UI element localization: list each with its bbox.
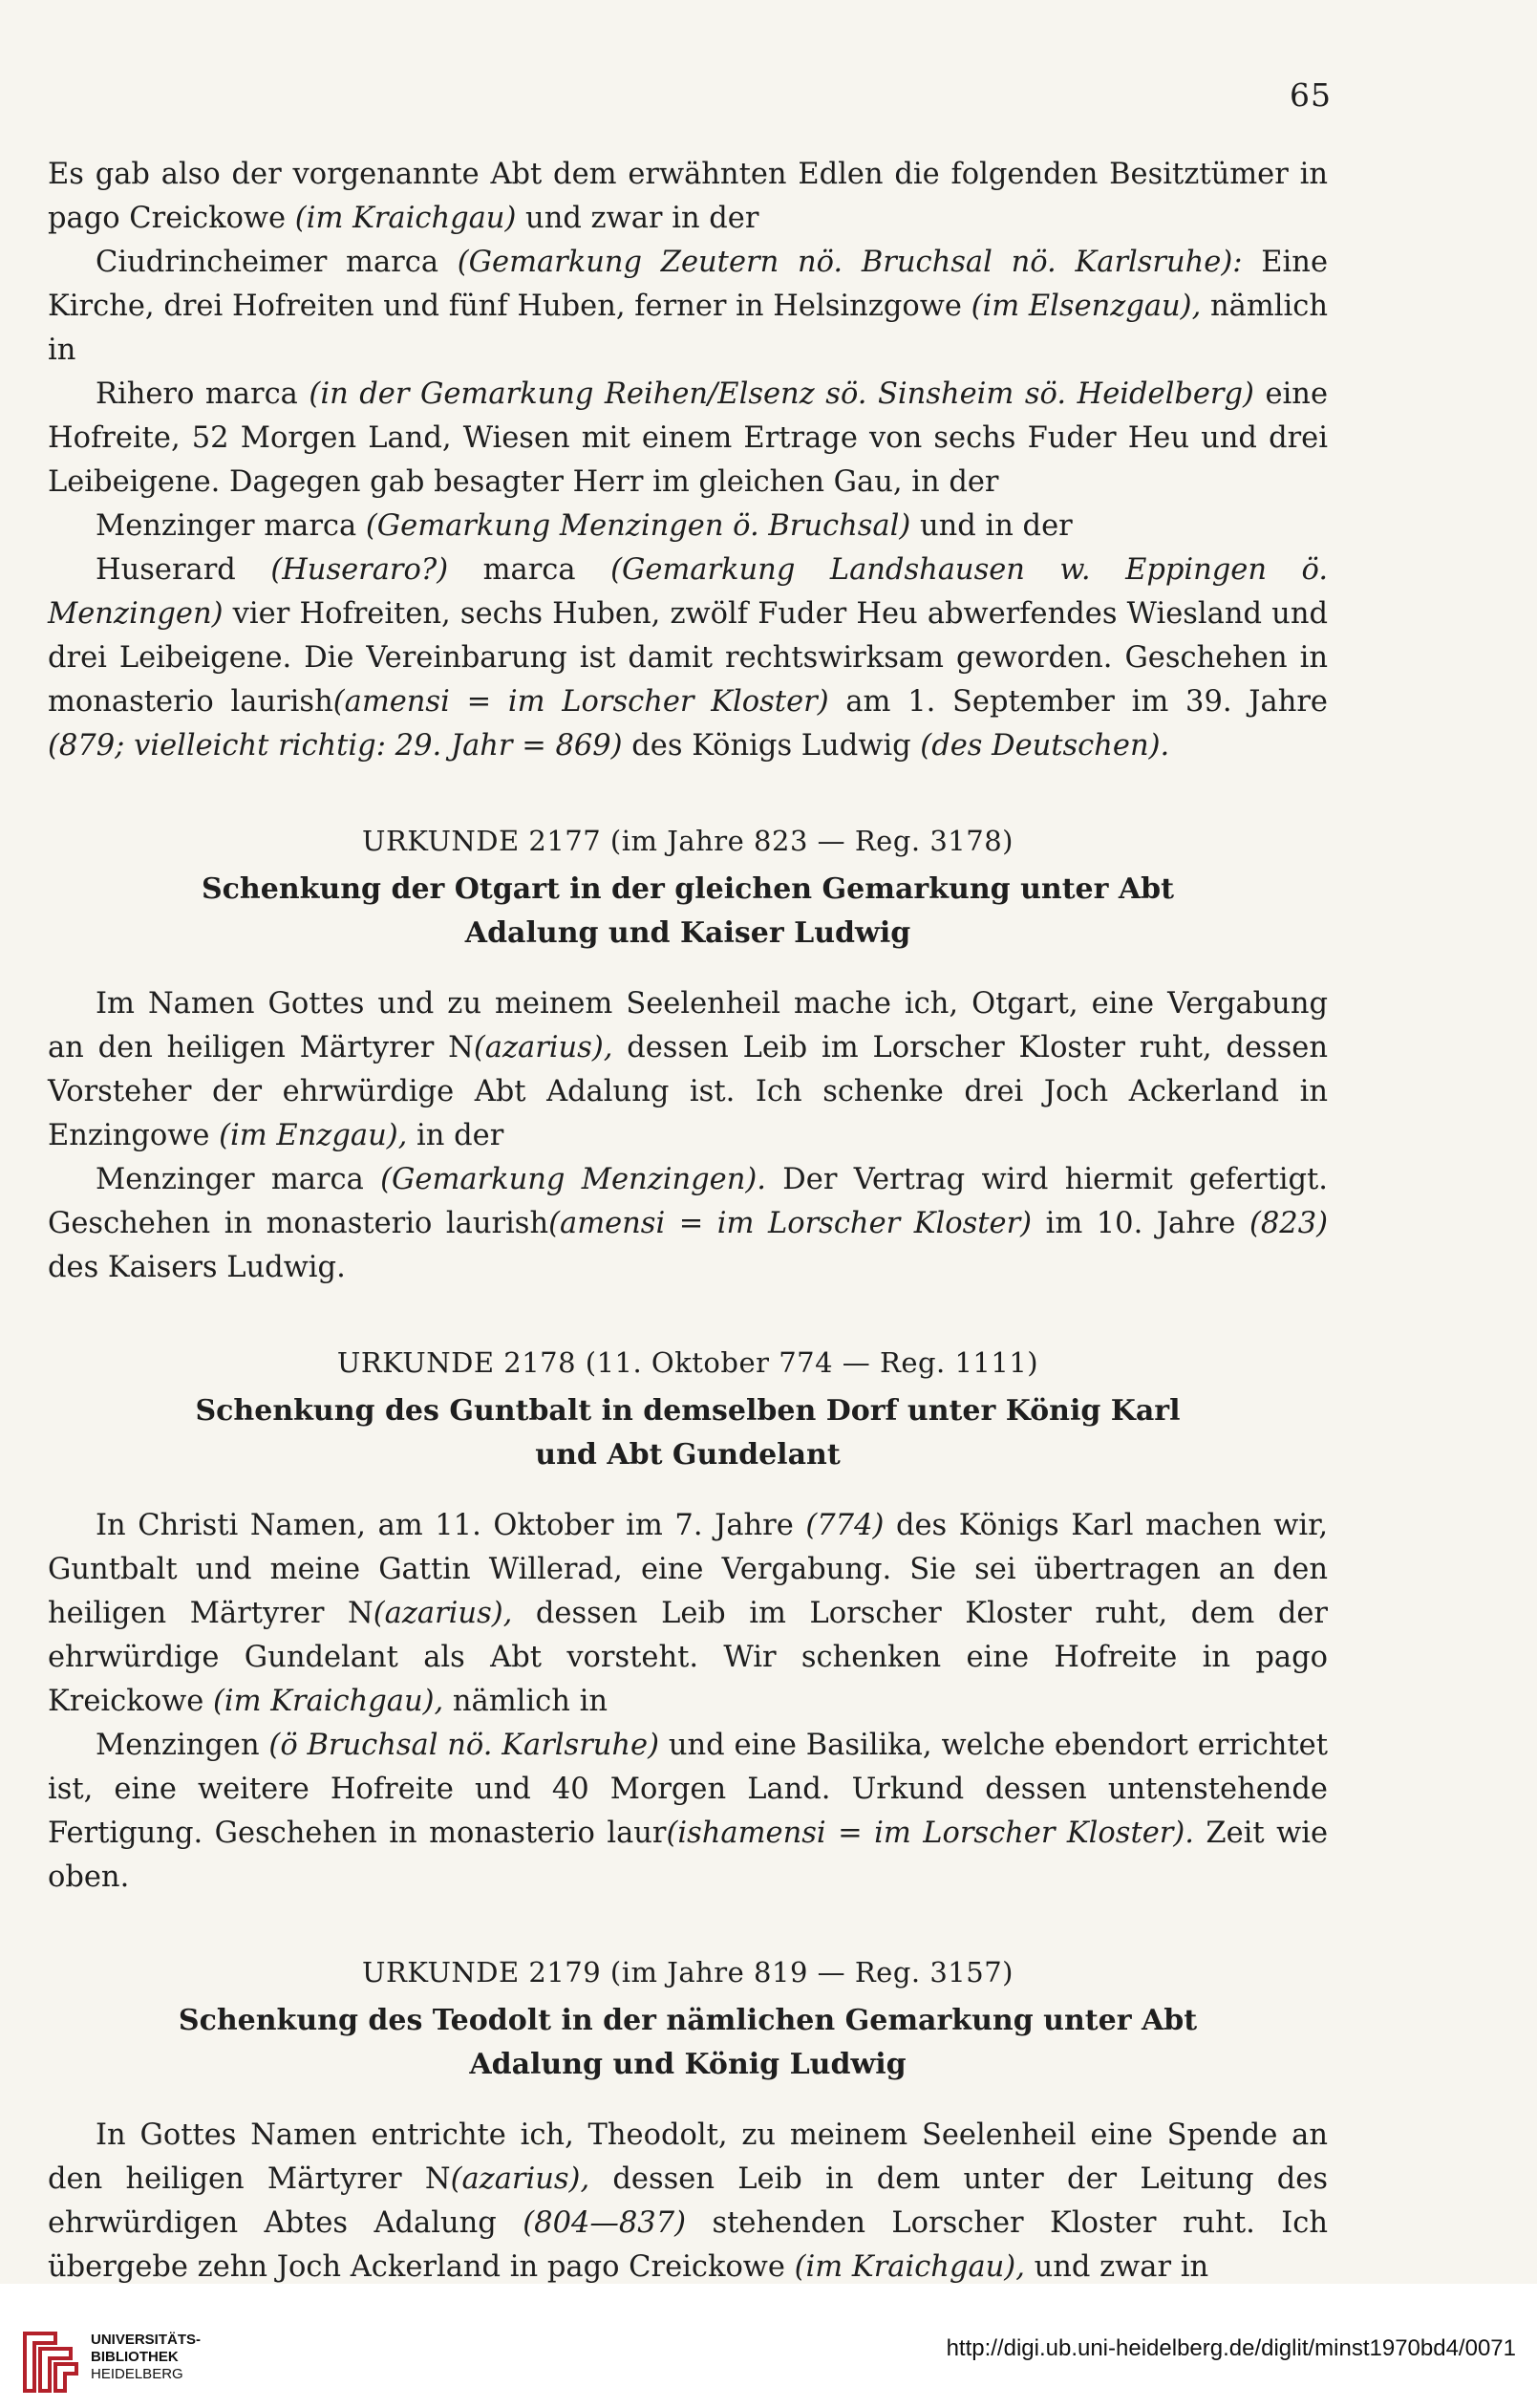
section-heading: URKUNDE 2178 (11. Oktober 774 — Reg. 1111) [336, 1346, 1039, 1379]
text-segment: und eine Basilika, welche ebendort errichtet ist, eine weitere Hofreite und 40 Morgen Land. Urkund dessen untenstehende Fertigung. Geschehen in monasterio laur [48, 1729, 1328, 1850]
paragraph [48, 241, 1328, 373]
document-body [48, 153, 1328, 2290]
section-title: Schenkung des Guntbalt in demselben Dorf unter König Karl und Abt Gundelant [195, 1394, 1181, 1472]
text-segment: im 10. Jahre [1032, 1207, 1249, 1240]
page-number: 65 [1290, 76, 1332, 114]
italic-text-segment: (amensi = im Lorscher Kloster) [332, 685, 829, 719]
italic-text-segment: (im Kraichgau), [212, 1685, 444, 1718]
paragraph [48, 1724, 1328, 1900]
charter-section [48, 1342, 1328, 1900]
italic-text-segment: (im Kraichgau) [294, 202, 517, 235]
italic-text-segment: (ishamensi = im Lorscher Kloster). [666, 1817, 1194, 1850]
text-segment: vier Hofreiten, sechs Huben, zwölf Fuder Heu abwerfendes Wiesland und drei Leibeigene. Die Vereinbarung ist damit rechtswirksam geworden. Geschehen in monasterio laurish [48, 597, 1328, 719]
text-segment: in der [407, 1119, 504, 1152]
italic-text-segment: (amensi = im Lorscher Kloster) [548, 1207, 1033, 1240]
text-segment: Eine Kirche, drei Hofreiten und fünf Huben, ferner in Helsinzgowe [48, 246, 1328, 323]
paragraph [48, 2114, 1328, 2290]
text-segment: marca [448, 553, 611, 587]
library-name-line-1: UNIVERSITÄTS- [91, 2332, 202, 2348]
italic-text-segment: (azarius), [373, 1597, 513, 1630]
source-url-link[interactable]: http://digi.ub.uni-heidelberg.de/diglit/minst1970bd4/0071 [946, 2335, 1516, 2361]
italic-text-segment: (879; vielleicht richtig: 29. Jahr = 869) [48, 729, 623, 763]
text-segment: Menzinger marca [96, 509, 366, 543]
italic-text-segment: (Gemarkung Menzingen). [380, 1163, 766, 1196]
text-segment: dessen Leib im Lorscher Kloster ruht, dem der ehrwürdige Gundelant als Abt vorsteht. Wir schenken eine Hofreite in pago Kreickowe [48, 1597, 1328, 1718]
text-segment: nämlich in [48, 290, 1328, 367]
section-title: Schenkung des Teodolt in der nämlichen Gemarkung unter Abt Adalung und König Ludwig [178, 2004, 1198, 2081]
section-heading: URKUNDE 2177 (im Jahre 823 — Reg. 3178) [362, 825, 1014, 857]
italic-text-segment: (des Deutschen). [920, 729, 1170, 763]
text-segment: Rihero marca [96, 377, 310, 411]
text-segment: dessen Leib im Lorscher Kloster ruht, dessen Vorsteher der ehrwürdige Abt Adalung ist. Ich schenke drei Joch Ackerland in Enzingowe [48, 1031, 1328, 1152]
text-segment: dessen Leib in dem unter der Leitung des ehrwürdigen Abtes Adalung [48, 2162, 1328, 2240]
text-segment: stehenden Lorscher Kloster ruht. Ich übergebe zehn Joch Ackerland in pago Creickowe [48, 2206, 1328, 2284]
text-segment: des Königs Karl machen wir, Guntbalt und meine Gattin Willerad, eine Vergabung. Sie sei übertragen an den heiligen Märtyrer N [48, 1509, 1329, 1630]
italic-text-segment: (Gemarkung Zeutern nö. Bruchsal nö. Karlsruhe): [457, 246, 1243, 279]
text-segment: und zwar in der [516, 202, 759, 235]
intro-paragraphs [48, 153, 1328, 768]
section-title: Schenkung der Otgart in der gleichen Gemarkung unter Abt Adalung und Kaiser Ludwig [202, 872, 1174, 950]
text-segment: und zwar in [1024, 2250, 1209, 2284]
footer-bar [0, 2284, 1537, 2408]
library-logo-icon [17, 2324, 84, 2400]
charter-section [48, 820, 1328, 1290]
text-segment: Menzingen [96, 1729, 269, 1762]
text-segment: des Königs Ludwig [622, 729, 921, 763]
italic-text-segment: (im Kraichgau), [794, 2250, 1025, 2284]
italic-text-segment: (in der Gemarkung Reihen/Elsenz sö. Sinsheim sö. Heidelberg) [309, 377, 1254, 411]
text-segment: des Kaisers Ludwig. [48, 1251, 346, 1284]
italic-text-segment: (im Enzgau), [219, 1119, 408, 1152]
section-heading: URKUNDE 2179 (im Jahre 819 — Reg. 3157) [362, 1956, 1014, 1989]
italic-text-segment: (Gemarkung Menzingen ö. Bruchsal) [365, 509, 911, 543]
text-segment: Zeit wie oben. [48, 1817, 1328, 1894]
text-segment: In Gottes Namen entrichte ich, Theodolt, zu meinem Seelenheil eine Spende an den heiligen Märtyrer N [48, 2118, 1328, 2196]
text-segment: Huserard [96, 553, 271, 587]
library-name-line-2: BIBLIOTHEK [91, 2349, 179, 2365]
italic-text-segment: (774) [805, 1509, 885, 1542]
paragraph [48, 1504, 1328, 1724]
italic-text-segment: (azarius), [473, 1031, 613, 1064]
paragraph [48, 982, 1328, 1158]
library-name-line-3: HEIDELBERG [91, 2366, 183, 2382]
charter-section [48, 1951, 1328, 2290]
charter-sections [48, 820, 1328, 2290]
text-segment: und in der [910, 509, 1073, 543]
text-segment: Im Namen Gottes und zu meinem Seelenheil mache ich, Otgart, eine Vergabung an den heiligen Märtyrer N [48, 987, 1328, 1064]
paragraph [48, 373, 1328, 505]
library-name [91, 2332, 201, 2383]
paragraph [48, 505, 1328, 548]
text-segment: am 1. September im 39. Jahre [828, 685, 1328, 719]
paragraph [48, 1158, 1328, 1290]
text-segment: Ciudrincheimer marca [96, 246, 458, 279]
italic-text-segment: (804—837) [523, 2206, 686, 2240]
italic-text-segment: (azarius), [450, 2162, 590, 2196]
text-segment: Es gab also der vorgenannte Abt dem erwähnten Edlen die folgenden Besitztümer in pago Creickowe [48, 158, 1328, 235]
italic-text-segment: (ö Bruchsal nö. Karlsruhe) [268, 1729, 660, 1762]
italic-text-segment: (Gemarkung Landshausen w. Eppingen ö. Menzingen) [48, 553, 1329, 631]
paragraph [48, 153, 1328, 241]
italic-text-segment: (im Elsenzgau), [971, 290, 1202, 323]
paragraph [48, 548, 1328, 768]
text-segment: nämlich in [443, 1685, 608, 1718]
text-segment: eine Hofreite, 52 Morgen Land, Wiesen mit einem Ertrage von sechs Fuder Heu und drei Leibeigene. Dagegen gab besagter Herr im gleichen Gau, in der [48, 377, 1328, 499]
italic-text-segment: (Huseraro?) [270, 553, 449, 587]
text-segment: In Christi Namen, am 11. Oktober im 7. Jahre [96, 1509, 806, 1542]
italic-text-segment: (823) [1249, 1207, 1329, 1240]
text-segment: Menzinger marca [96, 1163, 381, 1196]
text-segment: Der Vertrag wird hiermit gefertigt. Geschehen in monasterio laurish [48, 1163, 1329, 1240]
